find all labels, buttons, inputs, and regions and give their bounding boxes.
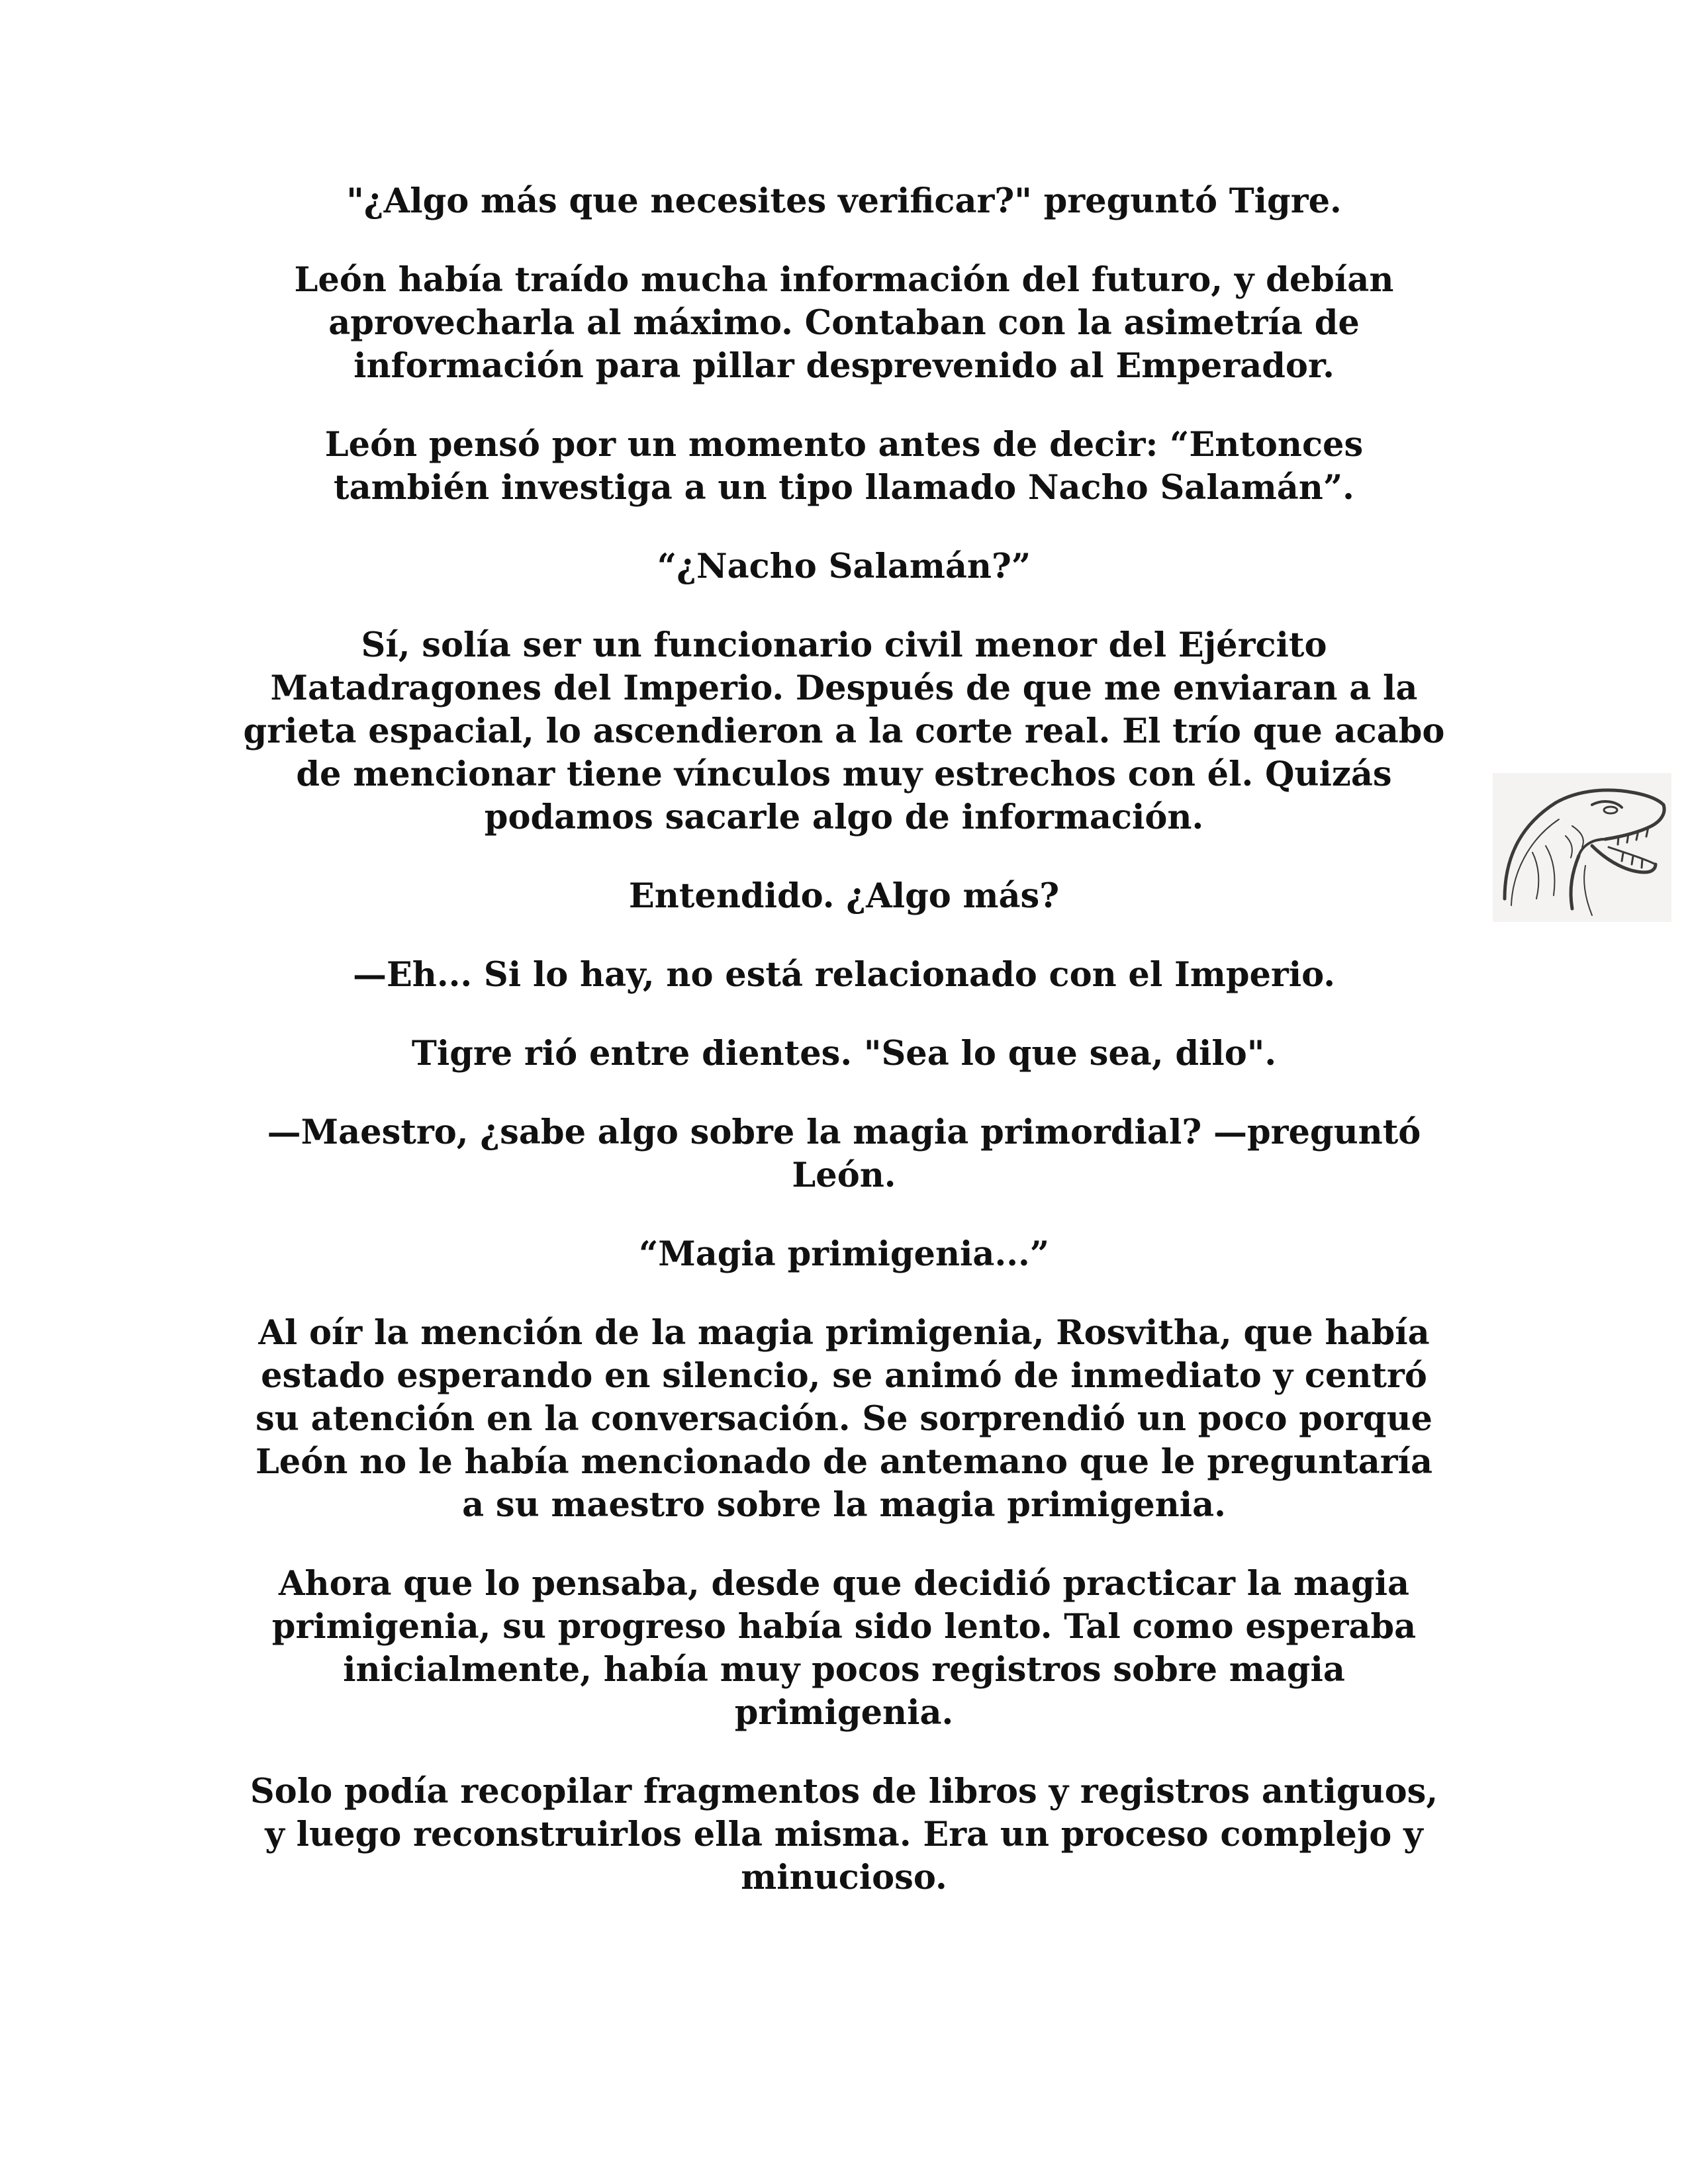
- paragraph-3: León pensó por un momento antes de decir: “Entonces también investiga a un tipo llamado Nacho Salamán”.: [324, 425, 1364, 508]
- paragraph-12: Ahora que lo pensaba, desde que decidió practicar la magia primigenia, su progreso había sido lento. Tal como esperaba inicialmente, había muy pocos registros sobre magia primigenia.: [271, 1564, 1417, 1733]
- paragraph-4: “¿Nacho Salamán?”: [657, 547, 1031, 586]
- paragraph-7: —Eh... Si lo hay, no está relacionado con el Imperio.: [352, 955, 1336, 995]
- paragraph-11: Al oír la mención de la magia primigenia, Rosvitha, que había estado esperando en silencio, se animó de inmediato y centró su atención en la conversación. Se sorprendió un poco porque León no le había mencionado de antemano que le preguntaría a su maestro sobre la magia primigenia.: [255, 1313, 1433, 1525]
- paragraph-6: Entendido. ¿Algo más?: [628, 876, 1060, 916]
- document-body: [199, 180, 1489, 1935]
- paragraph-8: Tigre rió entre dientes. "Sea lo que sea, dilo".: [411, 1034, 1277, 1073]
- paragraph-1: "¿Algo más que necesites verificar?" preguntó Tigre.: [346, 181, 1342, 221]
- dinosaur-head-icon: [1493, 773, 1671, 922]
- paragraph-2: León había traído mucha información del futuro, y debían aprovecharla al máximo. Contaban con la asimetría de información para pillar desprevenido al Emperador.: [294, 260, 1394, 386]
- paragraph-9: —Maestro, ¿sabe algo sobre la magia primordial? —preguntó León.: [267, 1113, 1421, 1195]
- paragraph-5: Sí, solía ser un funcionario civil menor del Ejército Matadragones del Imperio. Después de que me enviaran a la grieta espacial, lo ascendieron a la corte real. El trío que acabo de mencionar tiene vínculos muy estrechos con él. Quizás podamos sacarle algo de información.: [243, 625, 1445, 837]
- paragraph-13: Solo podía recopilar fragmentos de libros y registros antiguos, y luego reconstruirlos ella misma. Era un proceso complejo y minucioso.: [250, 1772, 1438, 1897]
- paragraph-10: “Magia primigenia...”: [638, 1234, 1050, 1274]
